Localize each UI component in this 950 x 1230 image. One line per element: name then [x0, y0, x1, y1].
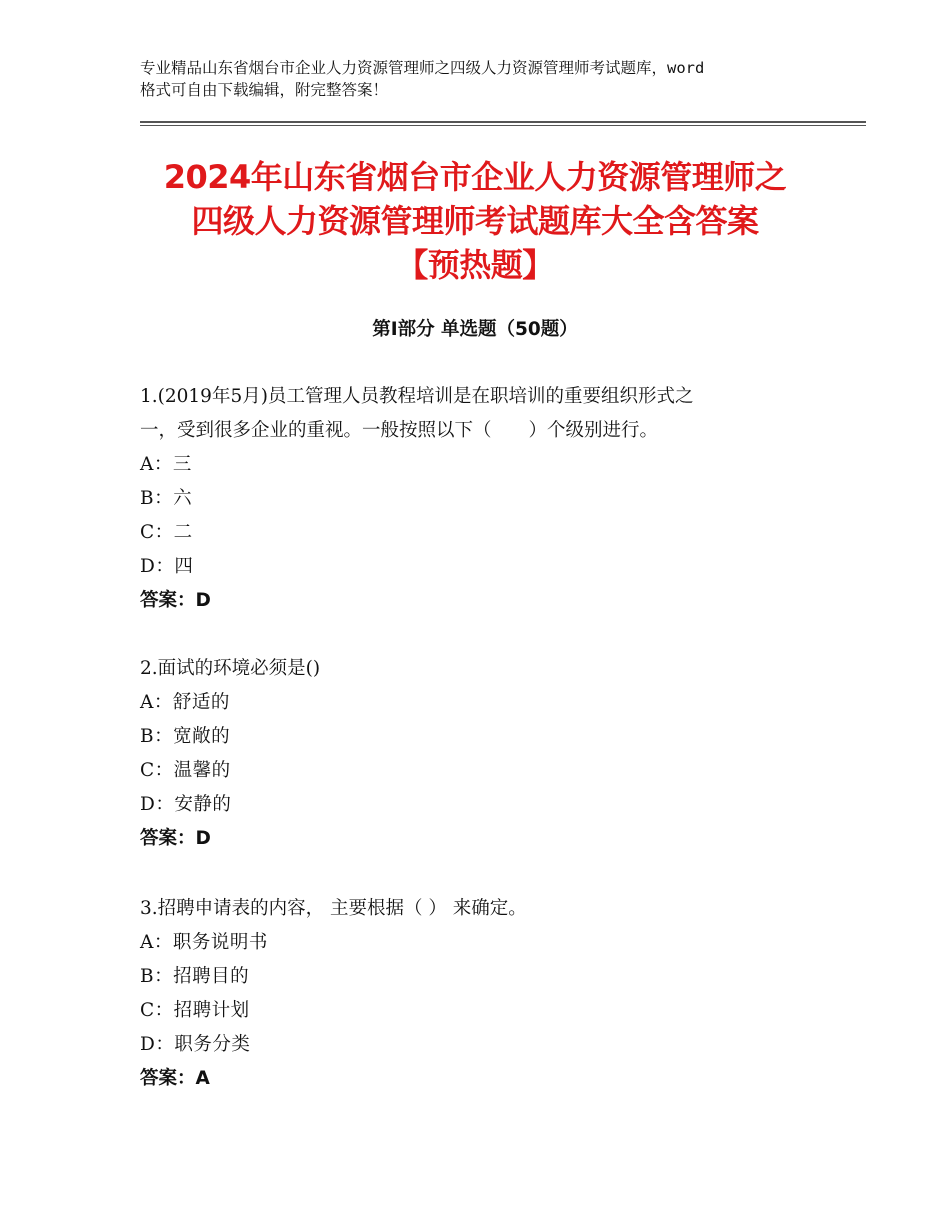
- answer-line: 答案：A: [140, 1068, 210, 1089]
- option-d: D：安静的: [140, 794, 232, 815]
- title-line-3: 【预热题】: [396, 246, 554, 284]
- question-stem-line: 一，受到很多企业的重视。一般按照以下（ ）个级别进行。: [140, 420, 659, 441]
- header-rule-thin: [140, 125, 866, 126]
- answer-line: 答案：D: [140, 828, 211, 849]
- option-b: B：招聘目的: [140, 966, 250, 987]
- option-c: C：招聘计划: [140, 1000, 250, 1021]
- question-1: [140, 380, 840, 618]
- header-rule-thick: [140, 121, 866, 123]
- option-d: D：职务分类: [140, 1034, 251, 1055]
- option-d: D：四: [140, 556, 194, 577]
- question-3: [140, 892, 840, 1096]
- option-b: B：六: [140, 488, 193, 509]
- question-stem-line: 2.面试的环境必须是(): [140, 658, 321, 679]
- option-a: A：三: [140, 454, 192, 475]
- option-c: C：温馨的: [140, 760, 231, 781]
- option-a: A：舒适的: [140, 692, 230, 713]
- section-heading: 第Ⅰ部分 单选题（50题）: [372, 319, 578, 340]
- title-line-2: 四级人力资源管理师考试题库大全含答案: [191, 202, 759, 240]
- header-note-line-2: 格式可自由下载编辑，附完整答案！: [140, 81, 389, 99]
- question-stem-line: 1.(2019年5月)员工管理人员教程培训是在职培训的重要组织形式之: [140, 386, 694, 407]
- header-note: [140, 57, 840, 101]
- question-stem-line: 3.招聘申请表的内容， 主要根据（ ） 来确定。: [140, 898, 527, 919]
- option-c: C：二: [140, 522, 193, 543]
- document-title: [90, 155, 860, 287]
- header-note-line-1: 专业精品山东省烟台市企业人力资源管理师之四级人力资源管理师考试题库，word: [140, 59, 705, 77]
- option-b: B：宽敞的: [140, 726, 231, 747]
- answer-line: 答案：D: [140, 590, 211, 611]
- option-a: A：职务说明书: [140, 932, 268, 953]
- question-2: [140, 652, 840, 856]
- title-line-1: 2024年山东省烟台市企业人力资源管理师之: [163, 158, 787, 196]
